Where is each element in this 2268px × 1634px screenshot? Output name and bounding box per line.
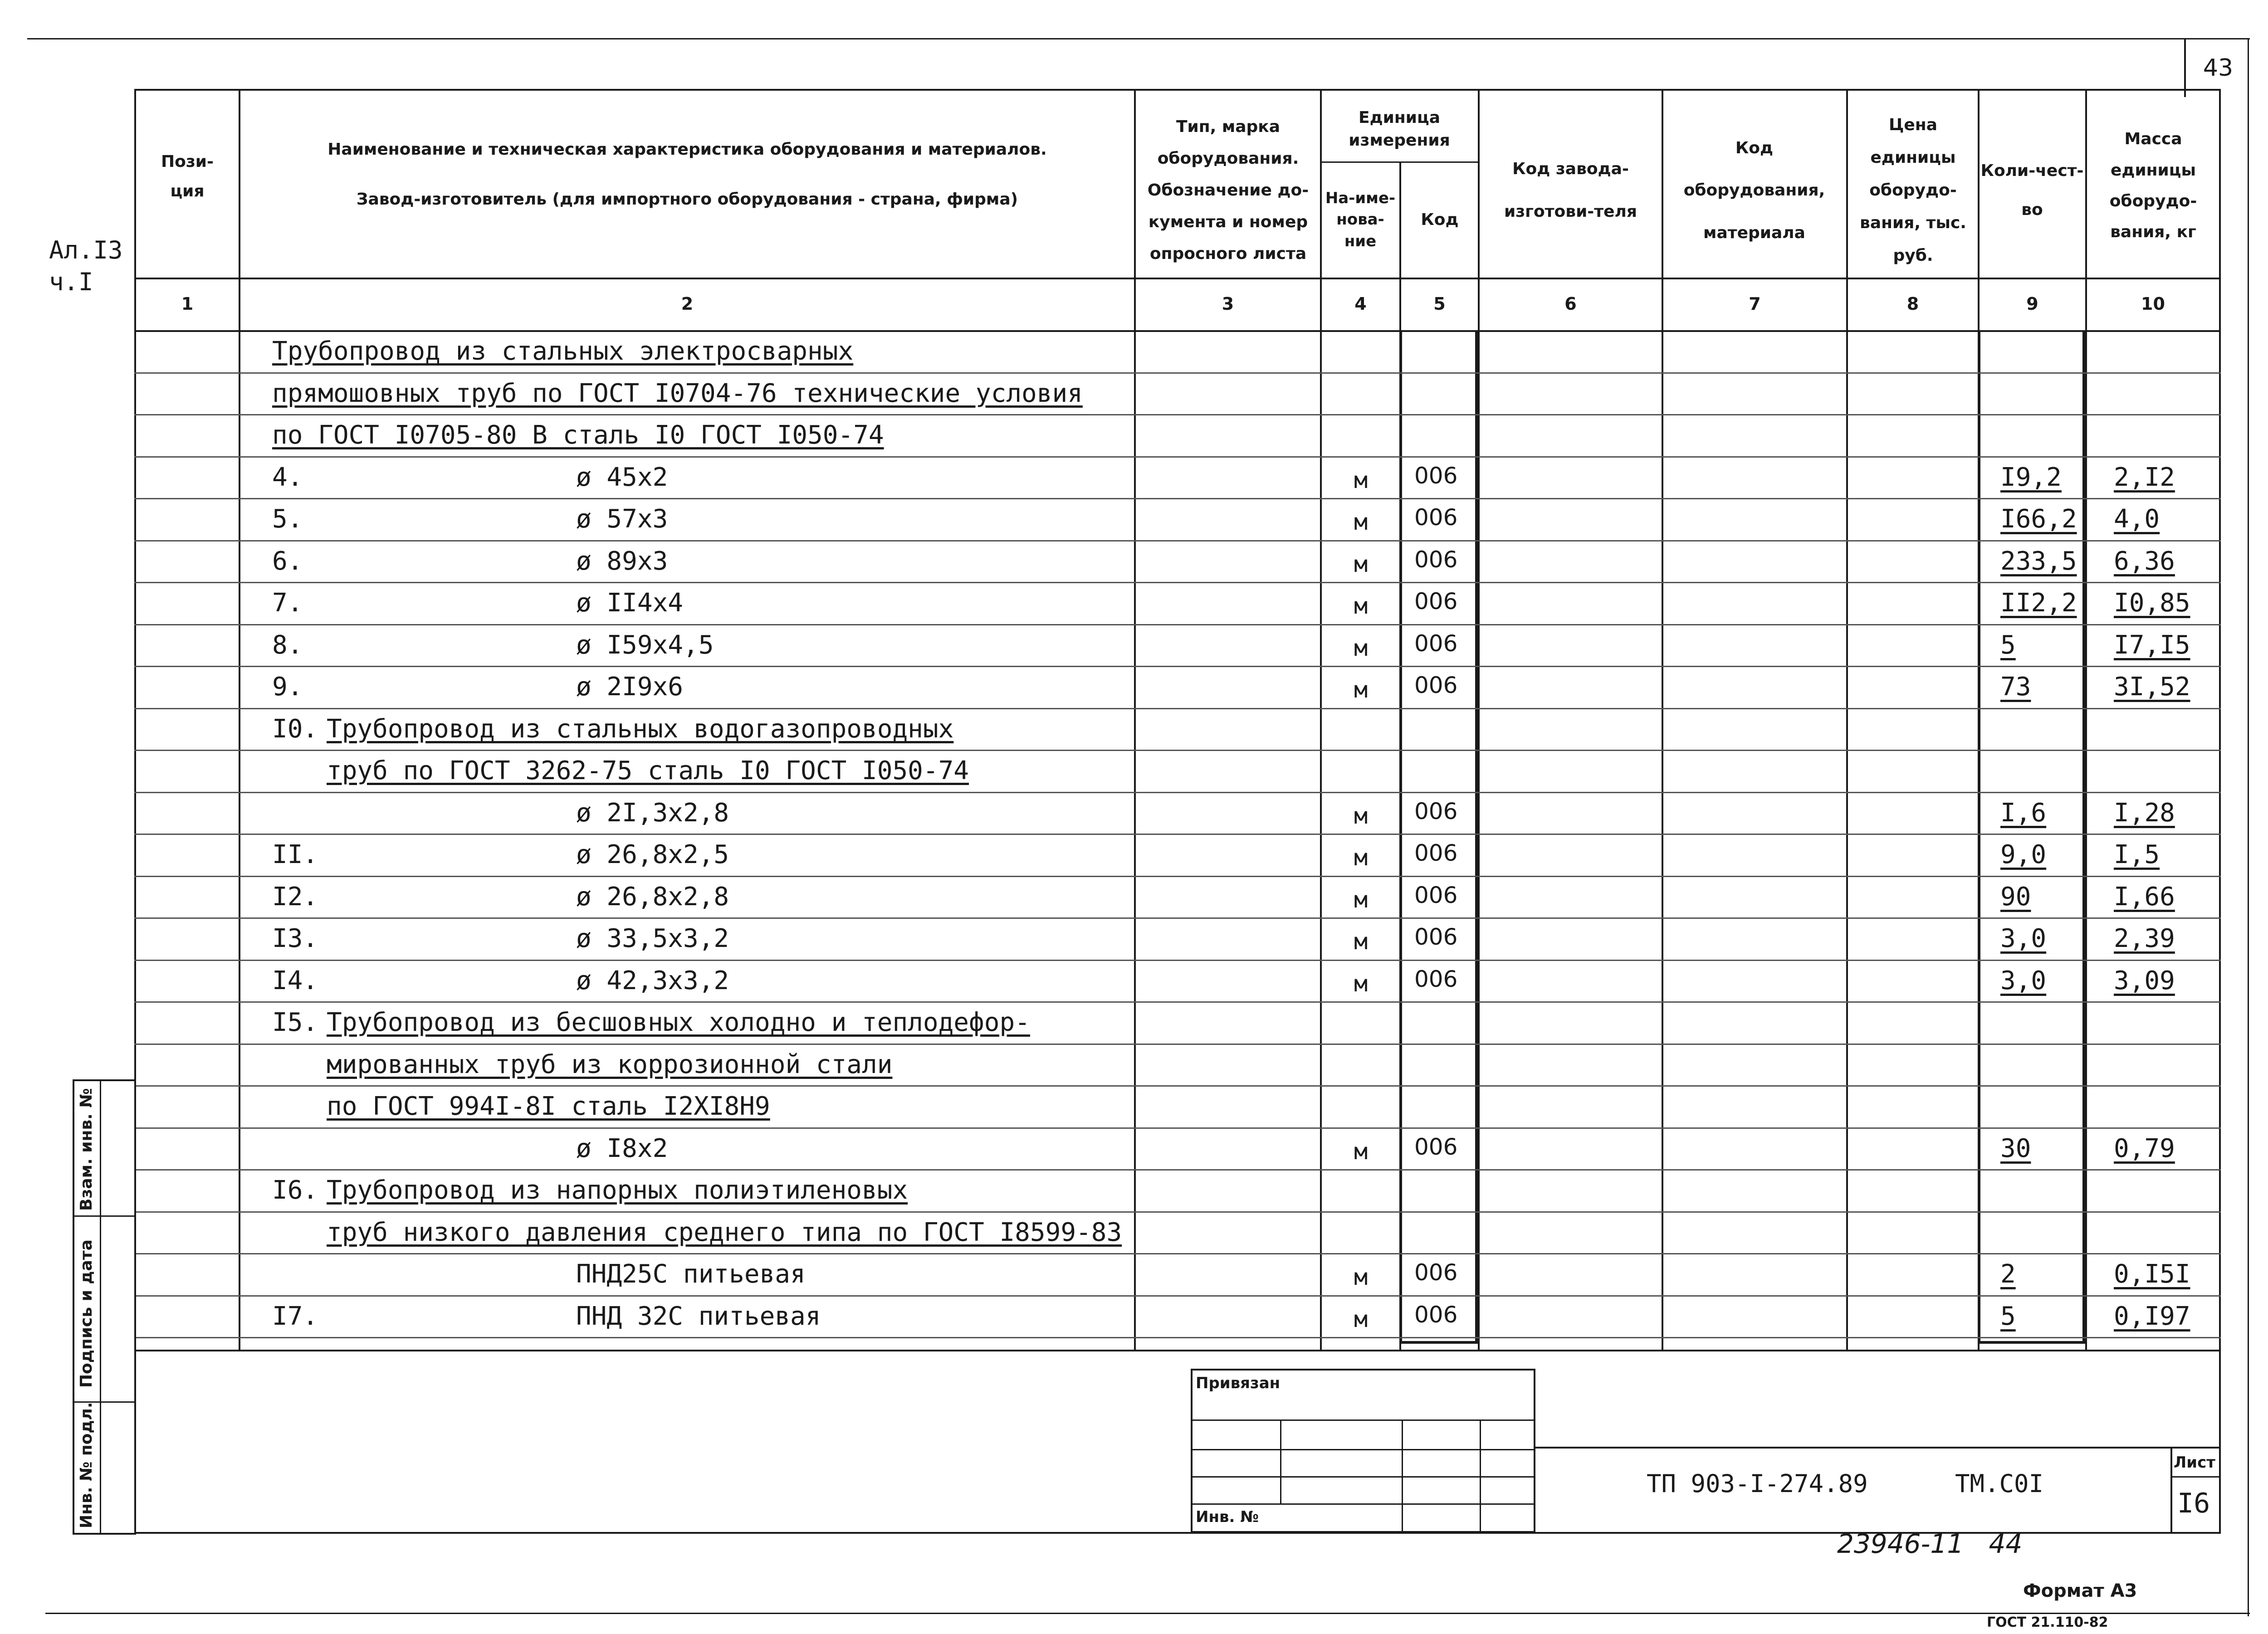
row-quantity: 3,0 [2000,966,2047,995]
row-description: ø 26,8x2,5 [576,840,729,869]
table-row-divider [134,1169,2221,1171]
row-mass: 4,0 [2114,504,2160,534]
row-description: прямошовных труб по ГОСТ I0704-76 технические условия [272,379,1083,408]
side-stamp-inv-podl: Инв. № подл. [77,1402,96,1528]
row-description: ø I8x2 [576,1134,668,1163]
row-unit: м [1354,1138,1368,1165]
row-unit: м [1354,593,1368,619]
row-mass: 3I,52 [2114,672,2190,702]
col-number-6: 6 [1564,294,1577,314]
row-position: I4. [272,966,318,995]
header-material-code: Код оборудования, материала [1683,138,1825,242]
row-description: Трубопровод из напорных полиэтиленовых [327,1176,908,1205]
table-row-divider [134,750,2221,751]
row-quantity: 5 [2000,1302,2016,1331]
footer-format: Формат А3 [2023,1580,2137,1601]
row-mass: I,28 [2114,798,2175,828]
side-stamp-vzam: Взам. инв. № [77,1088,96,1211]
row-description: Трубопровод из бесшовных холодно и теплодефор- [327,1008,1030,1037]
row-unit-code: 006 [1414,882,1458,908]
row-mass: 0,I5I [2114,1259,2190,1289]
row-mass: 2,39 [2114,924,2175,953]
row-unit: м [1354,635,1368,661]
row-description: Трубопровод из стальных водогазопроводных [327,714,954,744]
row-unit: м [1354,844,1368,871]
table-row-divider [134,666,2221,667]
row-description: ПНД 32С питьевая [576,1302,821,1331]
row-unit-code: 006 [1414,1134,1458,1160]
row-description: ø 26,8x2,8 [576,882,729,912]
col-number-2: 2 [681,294,694,314]
row-unit-code: 006 [1414,840,1458,866]
row-unit-code: 006 [1414,1259,1458,1286]
side-label-album: Ал.I3 [49,236,123,264]
row-mass: I0,85 [2114,588,2190,618]
row-description: ø 2I,3x2,8 [576,798,729,828]
row-unit-code: 006 [1414,924,1458,950]
row-description: труб низкого давления среднего типа по ГОСТ I8599-83 [327,1218,1122,1247]
row-mass: 3,09 [2114,966,2175,995]
row-unit: м [1354,971,1368,997]
side-stamp-podpis: Подпись и дата [77,1239,96,1388]
table-row-divider [134,708,2221,709]
row-description: по ГОСТ I0705-80 В сталь I0 ГОСТ I050-74 [272,420,884,450]
row-unit: м [1354,677,1368,703]
header-name-line2: Завод-изготовитель (для импортного оборудования - страна, фирма) [356,190,1018,209]
row-unit-code: 006 [1414,1302,1458,1328]
row-mass: 6,36 [2114,546,2175,576]
row-unit-code: 006 [1414,546,1458,573]
header-unit-code: Код [1421,210,1459,229]
table-row-divider [134,917,2221,919]
table-row-divider [134,1044,2221,1045]
row-description: труб по ГОСТ 3262-75 сталь I0 ГОСТ I050-74 [327,756,969,785]
row-quantity: I66,2 [2000,504,2077,534]
header-factory-code: Код завода-изготови-теля [1504,160,1637,221]
table-row-divider [134,960,2221,961]
table-row-divider [134,1085,2221,1087]
row-description: ø I59x4,5 [576,630,714,660]
row-mass: I,66 [2114,882,2175,912]
stamp-privyazan: Привязан [1196,1374,1281,1392]
table-row-divider [134,834,2221,835]
table-row-divider [134,582,2221,583]
stamp-doc-code: ТП 903-I-274.89 [1647,1469,1868,1498]
stamp-sheet-label: Лист [2174,1454,2215,1472]
row-description: ø 89x3 [576,546,668,576]
row-unit-code: 006 [1414,798,1458,824]
row-position: 4. [272,463,303,492]
header-name-line1: Наименование и техническая характеристика оборудования и материалов. [327,140,1047,159]
header-type: Тип, марка оборудования. Обозначение до-кумента и номер опросного листа [1147,117,1309,263]
row-mass: I,5 [2114,840,2160,869]
row-quantity: 73 [2000,672,2031,702]
header-unit-group: Единица измерения [1349,108,1450,150]
row-unit: м [1354,803,1368,829]
col-number-4: 4 [1354,294,1367,314]
row-quantity: 5 [2000,630,2016,660]
row-description: ПНД25С питьевая [576,1259,806,1289]
page-number: 43 [2203,54,2234,82]
col-number-5: 5 [1433,294,1446,314]
row-unit: м [1354,467,1368,493]
row-unit-code: 006 [1414,672,1458,698]
row-quantity: 233,5 [2000,546,2077,576]
header-unit-name: На-име-нова-ние [1325,189,1396,250]
row-description: ø 45x2 [576,463,668,492]
table-row-divider [134,540,2221,541]
table-row-divider [134,414,2221,415]
row-quantity: 30 [2000,1134,2031,1163]
row-description: ø 33,5x3,2 [576,924,729,953]
table-row-divider [134,372,2221,374]
row-description: по ГОСТ 994I-8I сталь I2XI8H9 [327,1092,770,1121]
table-row-divider [134,1211,2221,1213]
row-quantity: II2,2 [2000,588,2077,618]
table-row-divider [134,876,2221,877]
handwritten-number: 23946-11 44 [1837,1528,2023,1559]
row-quantity: 2 [2000,1259,2016,1289]
row-unit-code: 006 [1414,630,1458,657]
table-row-divider [134,498,2221,499]
row-mass: 0,I97 [2114,1302,2190,1331]
row-unit-code: 006 [1414,588,1458,615]
stamp-sheet-number: I6 [2177,1488,2210,1519]
table-row-divider [134,1253,2221,1254]
row-unit: м [1354,551,1368,577]
table-row-divider [134,1127,2221,1129]
row-description: ø II4x4 [576,588,684,618]
row-description: ø 2I9x6 [576,672,684,702]
header-quantity: Коли-чест-во [1980,161,2084,219]
row-position: 8. [272,630,303,660]
col-number-7: 7 [1749,294,1761,314]
stamp-inv-no: Инв. № [1196,1508,1259,1526]
row-unit: м [1354,928,1368,955]
row-position: I0. [272,714,318,744]
row-quantity: I,6 [2000,798,2047,828]
row-unit: м [1354,1264,1368,1290]
row-mass: 0,79 [2114,1134,2175,1163]
header-mass: Масса единицы оборудо-вания, кг [2109,130,2197,242]
footer-gost: ГОСТ 21.110-82 [1987,1614,2108,1628]
header-price: Цена единицы оборудо-вания, тыс. руб. [1860,116,1966,265]
row-position: I5. [272,1008,318,1037]
row-position: 9. [272,672,303,702]
row-position: I7. [272,1302,318,1331]
table-row-divider [134,1295,2221,1297]
col-number-9: 9 [2026,294,2038,314]
row-position: 6. [272,546,303,576]
table-row-divider [134,456,2221,458]
row-quantity: 90 [2000,882,2031,912]
table-row-divider [134,792,2221,793]
row-unit: м [1354,509,1368,535]
row-position: 5. [272,504,303,534]
row-mass: 2,I2 [2114,463,2175,492]
row-unit: м [1354,1306,1368,1332]
stamp-doc-mark: ТМ.С0I [1955,1469,2044,1498]
row-quantity: 9,0 [2000,840,2047,869]
row-mass: I7,I5 [2114,630,2190,660]
row-unit-code: 006 [1414,463,1458,489]
row-description: Трубопровод из стальных электросварных [272,337,854,366]
row-position: II. [272,840,318,869]
header-position: Пози- ция [161,152,214,200]
table-row-divider [134,624,2221,625]
row-description: ø 42,3x3,2 [576,966,729,995]
row-position: 7. [272,588,303,618]
side-label-part: ч.I [49,268,93,296]
table-row-divider [134,1337,2221,1338]
row-unit-code: 006 [1414,966,1458,992]
row-unit: м [1354,887,1368,913]
row-position: I6. [272,1176,318,1205]
row-quantity: 3,0 [2000,924,2047,953]
row-position: I2. [272,882,318,912]
row-description: мированных труб из коррозионной стали [327,1050,893,1079]
row-quantity: I9,2 [2000,463,2062,492]
row-unit-code: 006 [1414,504,1458,531]
col-number-10: 10 [2141,294,2165,314]
row-position: I3. [272,924,318,953]
col-number-8: 8 [1906,294,1919,314]
col-number-3: 3 [1222,294,1234,314]
row-description: ø 57x3 [576,504,668,534]
table-row-divider [134,1001,2221,1003]
col-number-1: 1 [181,294,194,314]
